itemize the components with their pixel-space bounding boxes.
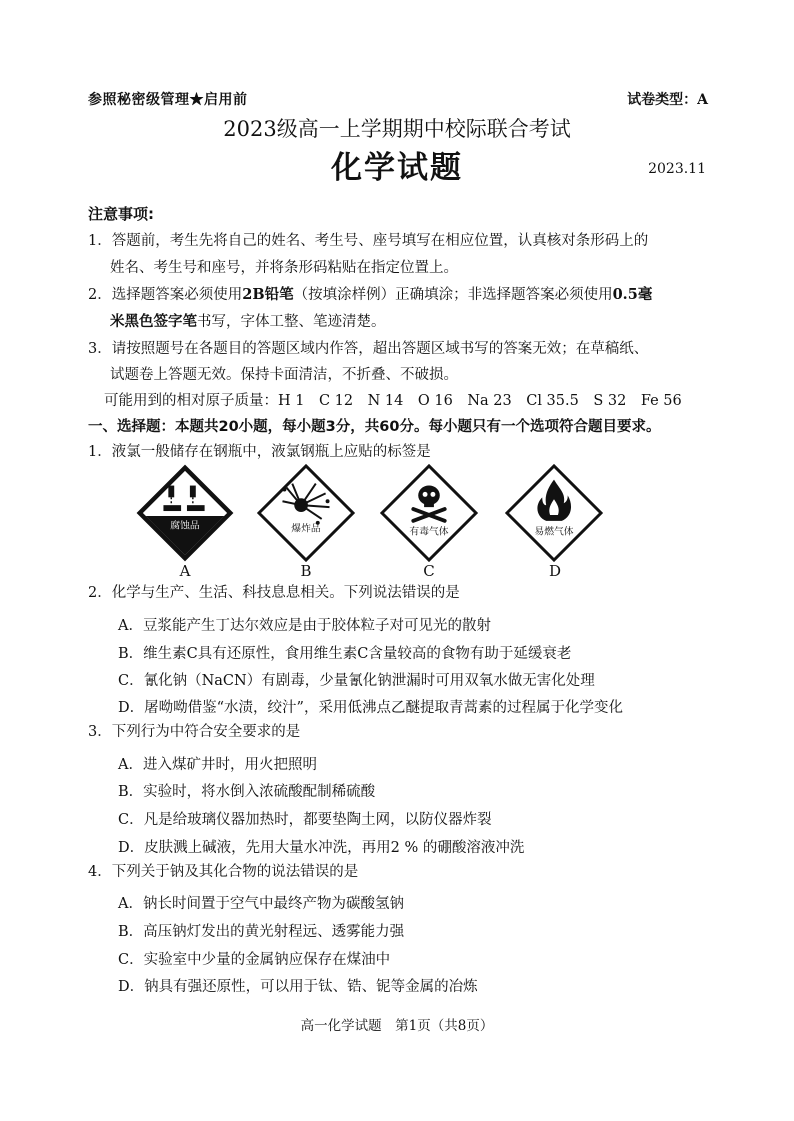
note-2-text-c: 书写，字体工整、笔迹清楚。	[197, 314, 386, 330]
notes-heading: 注意事项:	[88, 205, 154, 223]
flammable-gas-label: 易燃气体	[534, 526, 574, 538]
q4-option-b: B．高压钠灯发出的黄光射程远、透雾能力强	[118, 924, 405, 940]
exam-date: 2023.11	[648, 161, 706, 177]
note-2-text-a: 2．选择题答案必须使用	[88, 287, 243, 303]
note-2-line-2	[110, 315, 386, 330]
section-1-heading: 一、选择题：本题共20小题，每小题3分，共60分。每小题只有一个选项符合题目要求。	[88, 419, 661, 435]
option-c-letter: C	[423, 562, 435, 580]
note-3-line-2: 试题卷上答题无效。保持卡面清洁，不折叠、不破损。	[110, 367, 458, 383]
q2-option-c: C．氰化钠（NaCN）有剧毒，少量氰化钠泄漏时可用双氧水做无害化处理	[118, 673, 595, 689]
subject-title: 化学试题	[331, 150, 463, 186]
flammable-gas-sign-icon	[505, 464, 603, 562]
q2-option-d: D．屠呦呦借鉴“水渍，绞汁”，采用低沸点乙醚提取青蒿素的过程属于化学变化	[118, 700, 623, 716]
confidential-label: 参照秘密级管理★启用前	[88, 92, 248, 108]
q3-stem: 3．下列行为中符合安全要求的是	[88, 724, 301, 740]
q3-option-a: A．进入煤矿井时，用火把照明	[118, 757, 317, 773]
option-d-letter: D	[548, 562, 562, 580]
note-1-line-2: 姓名、考生号和座号，并将条形码粘贴在指定位置上。	[110, 260, 458, 276]
toxic-gas-sign-icon	[380, 464, 478, 562]
atomic-masses: 可能用到的相对原子质量：H 1 C 12 N 14 O 16 Na 23 Cl 35.5 S 32 Fe 56	[104, 393, 682, 409]
option-a-letter: A	[179, 562, 191, 580]
corrosive-label: 腐蚀品	[170, 520, 200, 532]
note-2-pencil: 2B铅笔	[242, 286, 294, 303]
note-2-pen: 米黑色签字笔	[110, 313, 197, 330]
page-footer: 高一化学试题 第1页（共8页）	[300, 1018, 494, 1034]
note-2-line-1	[88, 288, 652, 303]
exam-title: 2023级高一上学期期中校际联合考试	[223, 117, 571, 141]
explosive-label: 爆炸品	[291, 523, 321, 535]
note-3-line-1: 3．请按照题号在各题目的答题区域内作答，超出答题区域书写的答案无效；在草稿纸、	[88, 341, 649, 357]
q1-stem: 1．液氯一般储存在钢瓶中，液氯钢瓶上应贴的标签是	[88, 444, 431, 460]
paper-type: 试卷类型：A	[627, 92, 708, 108]
note-2-text-b: （按填涂样例）正确填涂；非选择题答案必须使用	[293, 287, 613, 303]
toxic-gas-label: 有毒气体	[409, 526, 449, 538]
q2-option-b: B．维生素C具有还原性，食用维生素C含量较高的食物有助于延缓衰老	[118, 646, 572, 662]
q2-stem: 2．化学与生产、生活、科技息息相关。下列说法错误的是	[88, 585, 460, 601]
q4-option-a: A．钠长时间置于空气中最终产物为碳酸氢钠	[118, 896, 404, 912]
q4-option-c: C．实验室中少量的金属钠应保存在煤油中	[118, 952, 391, 968]
q4-option-d: D．钠具有强还原性，可以用于钛、锆、铌等金属的冶炼	[118, 979, 478, 995]
q3-option-c: C．凡是给玻璃仪器加热时，都要垫陶土网，以防仪器炸裂	[118, 812, 492, 828]
q2-option-a: A．豆浆能产生丁达尔效应是由于胶体粒子对可见光的散射	[118, 618, 491, 634]
corrosive-sign-icon	[136, 464, 234, 562]
q4-stem: 4．下列关于钠及其化合物的说法错误的是	[88, 864, 359, 880]
option-b-letter: B	[300, 562, 312, 580]
q3-option-d: D．皮肤溅上碱液，先用大量水冲洗，再用2 % 的硼酸溶液冲洗	[118, 840, 525, 856]
explosive-sign-icon	[257, 464, 355, 562]
note-2-pen-size: 0.5毫	[612, 286, 653, 303]
q3-option-b: B．实验时，将水倒入浓硫酸配制稀硫酸	[118, 784, 376, 800]
note-1-line-1: 1．答题前，考生先将自己的姓名、考生号、座号填写在相应位置，认真核对条形码上的	[88, 233, 649, 249]
